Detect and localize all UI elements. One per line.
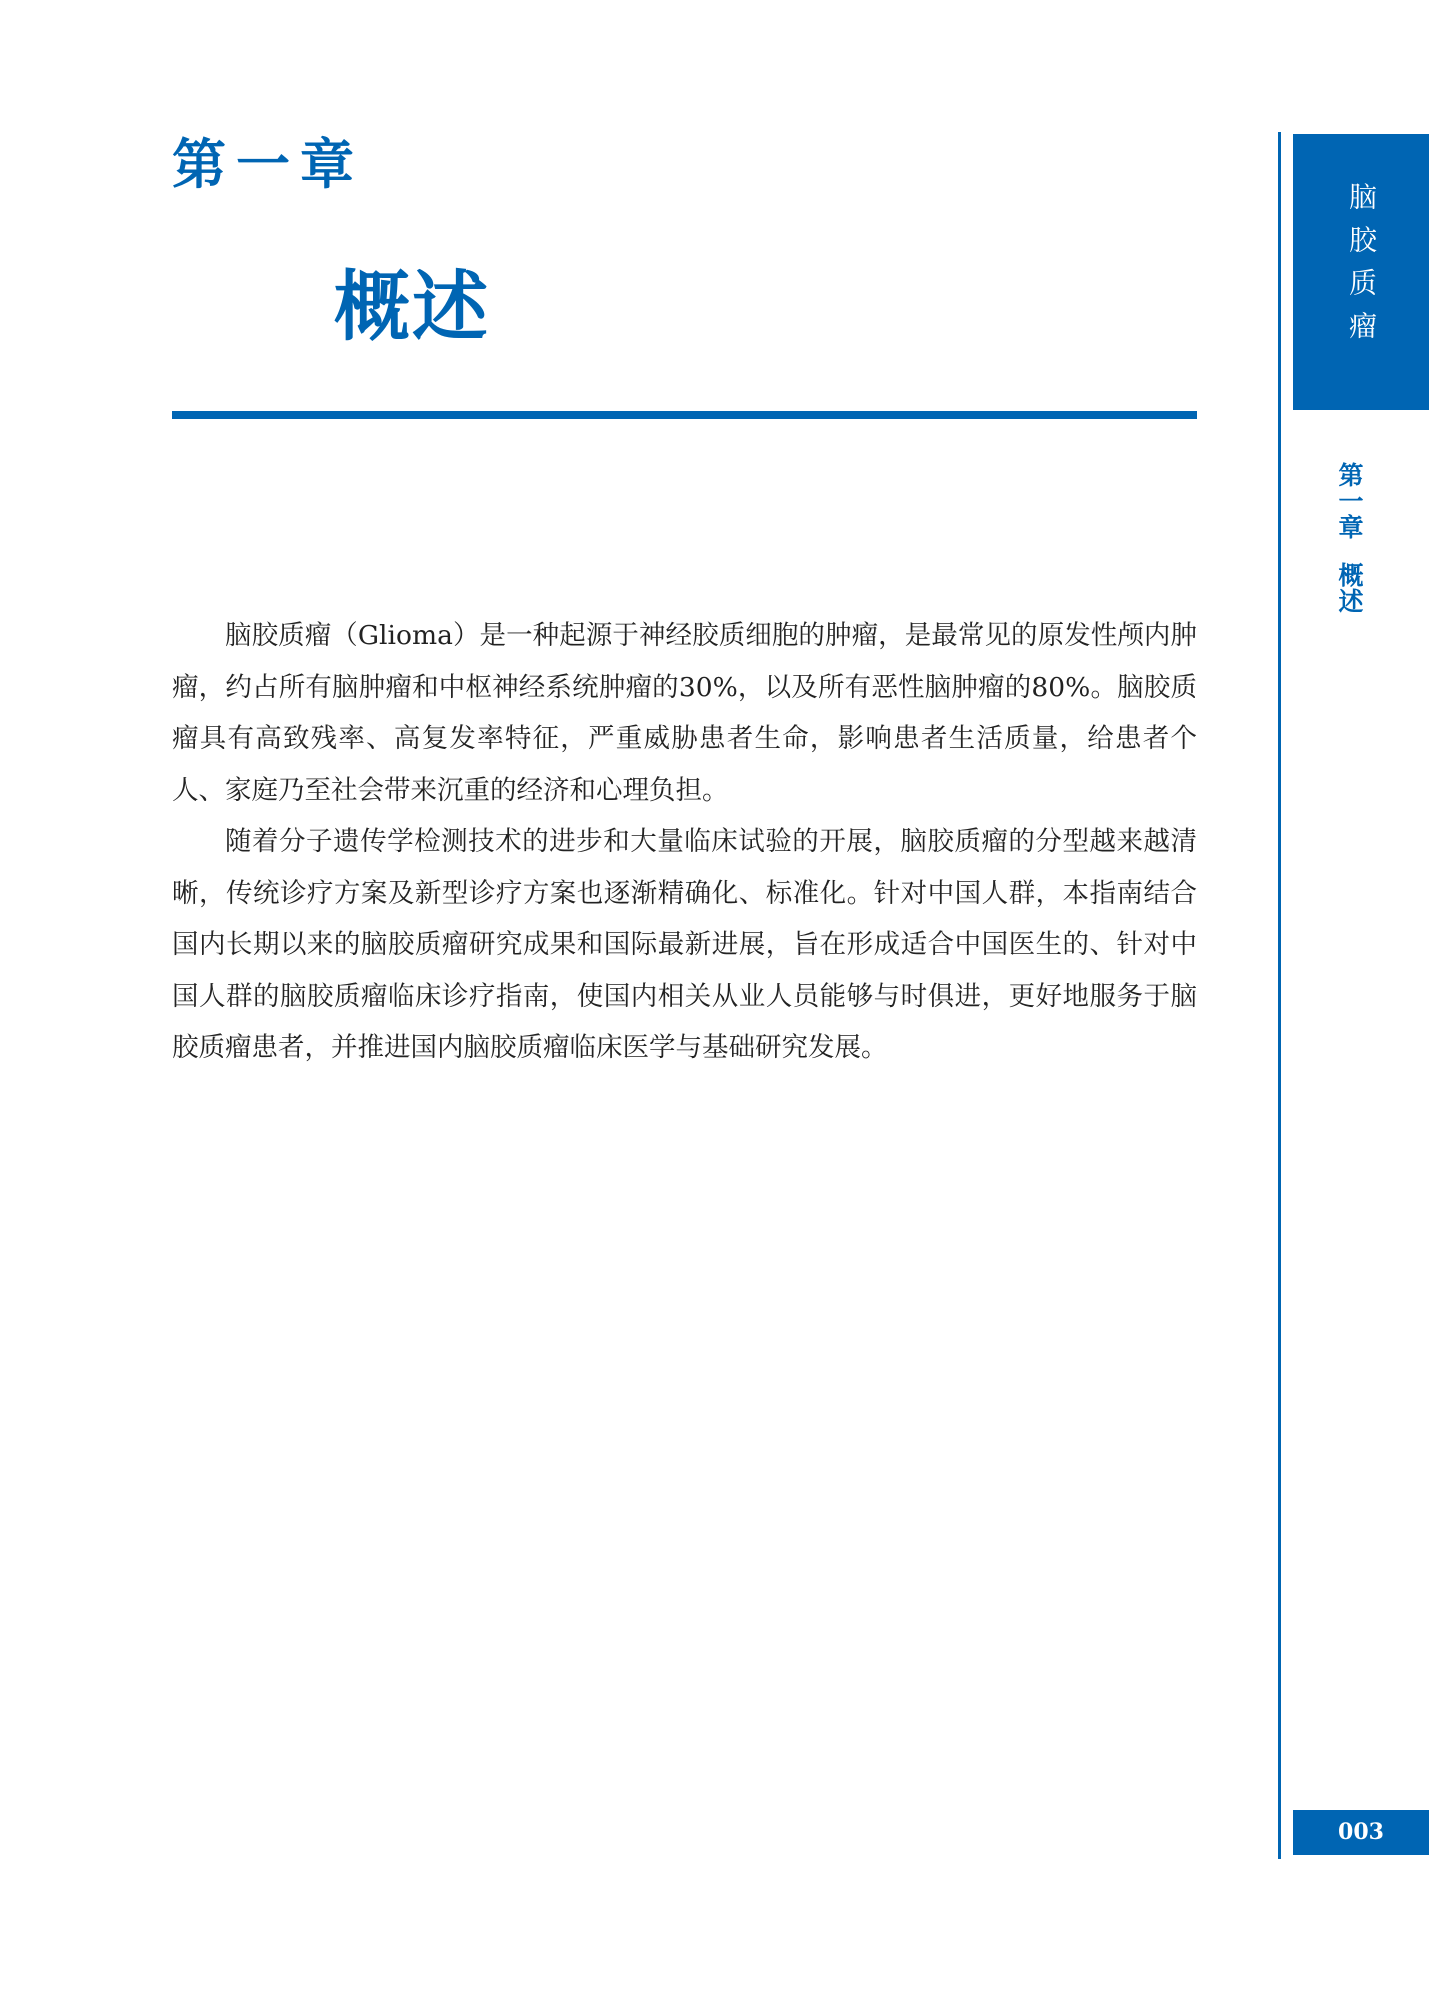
- running-chapter-label: 第一章: [1335, 462, 1364, 540]
- chapter-title: 概述: [334, 262, 490, 351]
- title-divider: [172, 411, 1197, 419]
- running-chapter-title: 概述: [1335, 562, 1364, 614]
- paragraph: 随着分子遗传学检测技术的进步和大量临床试验的开展，脑胶质瘤的分型越来越清晰，传统诊疗方案及新型诊疗方案也逐渐精确化、标准化。针对中国人群，本指南结合国内长期以来的脑胶质瘤研究成果和国际最新进展，旨在形成适合中国医生的、针对中国人群的脑胶质瘤临床诊疗指南，使国内相关从业人员能够与时俱进，更好地服务于脑胶质瘤患者，并推进国内脑胶质瘤临床医学与基础研究发展。: [172, 826, 1197, 1063]
- paragraph: 脑胶质瘤（Glioma）是一种起源于神经胶质细胞的肿瘤，是最常见的原发性颅内肿瘤，约占所有脑肿瘤和中枢神经系统肿瘤的30%，以及所有恶性脑肿瘤的80%。脑胶质瘤具有高致残率、高复发率特征，严重威胁患者生命，影响患者生活质量，给患者个人、家庭乃至社会带来沉重的经济和心理负担。: [172, 620, 1197, 806]
- chapter-label: 第一章: [172, 133, 364, 196]
- book-title: 脑胶质瘤: [1345, 182, 1378, 354]
- side-divider: [1278, 132, 1281, 1859]
- book-title-tab: [1293, 134, 1429, 410]
- page-number: 003: [1293, 1810, 1429, 1855]
- body-text: [172, 610, 1197, 1074]
- running-chapter: [1334, 462, 1364, 614]
